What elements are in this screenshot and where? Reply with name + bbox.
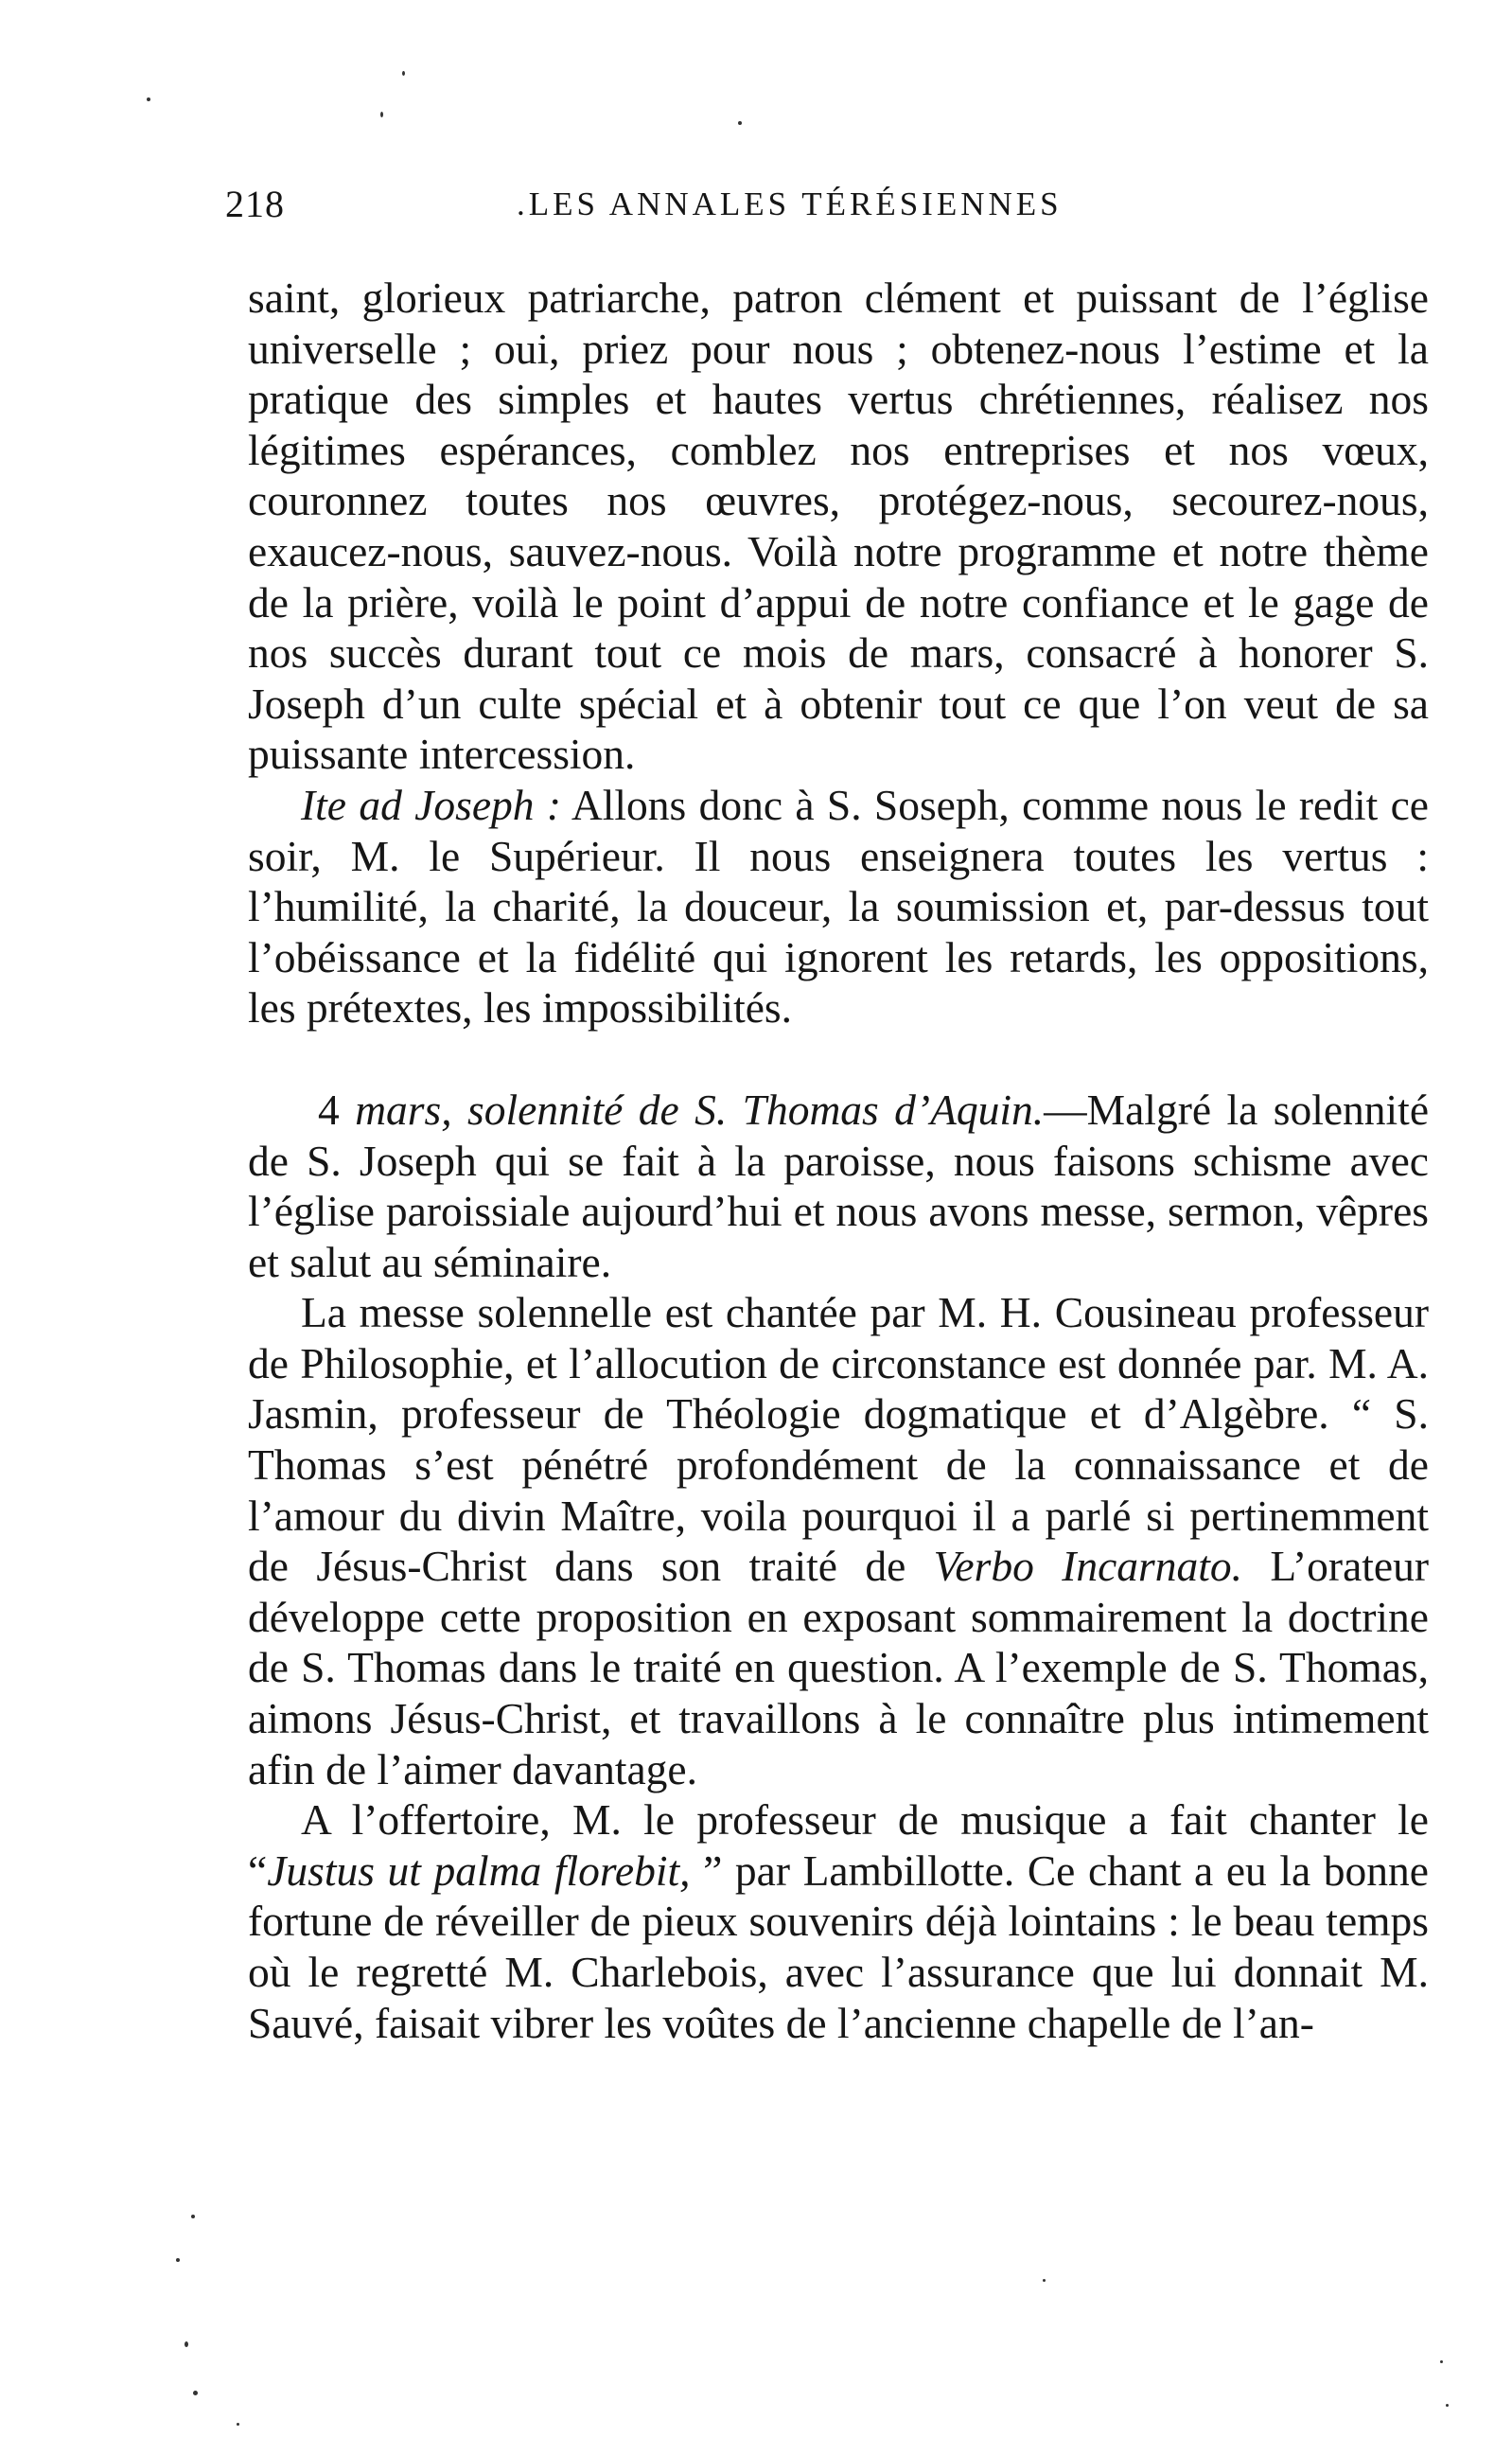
page-header [225,182,1398,238]
paragraph-text-continued: L’orateur développe cette proposition en exposant sommairement la doctrine de S. Thomas dans le traité en question. A l’exemple de S. Thomas, aimons Jésus-Christ, et travaillons à le connaître plus intimement afin de l’aimer davantage. [248,1542,1430,1793]
print-speck [147,97,150,101]
body-text [248,273,1429,2048]
print-speck [1043,2279,1046,2282]
paragraph-text: Allons donc à S. Soseph, comme nous le redit ce soir, M. le Supérieur. Il nous enseignera toutes les vertus : l’humilité, la charité, la douceur, la soumission et, par-dessus tout l’obéissance et la fidélité qui ignorent les retards, les oppositions, les prétextes, les impossibilités. [248,780,1429,1033]
print-speck [193,2391,198,2395]
entry-heading: mars, solennité de S. Thomas d’Aquin. [355,1085,1045,1134]
print-speck [176,2258,180,2262]
print-speck [1440,2360,1443,2363]
paragraph-saint-thomas-feast [248,1085,1429,1287]
print-speck [185,2341,188,2347]
print-speck [1446,2404,1449,2407]
date-number: 4 [318,1085,356,1134]
paragraph-ite-ad-joseph [248,780,1429,1033]
paragraph-text: saint, glorieux patriarche, patron clément et puissant de l’église universelle ; oui, priez pour nous ; obtenez-nous l’estime et la pratique des simples et hautes vertus chrétiennes, réalisez nos légitimes espérances, comblez nos entreprises et nos vœux, couronnez toutes nos œuvres, protégez-nous, secourez-nous, exaucez-nous, sauvez-nous. Voilà notre programme et notre thème de la prière, voilà le point d’appui de notre confiance et le gage de nos succès durant tout ce mois de mars, consacré à honorer S. Joseph d’un culte spécial et à obtenir tout ce que l’on veut de sa puissante intercession. [248,274,1429,779]
paragraph-text: A l’offertoire, M. le professeur de musique a fait chanter le “ [248,1795,1429,1895]
page-number: 218 [225,183,285,225]
latin-phrase: Ite ad Joseph : [301,780,562,829]
print-speck [237,2423,239,2426]
paragraph-offertory [248,1794,1429,2048]
print-speck [380,112,383,117]
running-title: .LES ANNALES TÉRÉSIENNES [517,185,1063,222]
paragraph-text: La messe solennelle est chantée par M. H. Cousineau professeur de Philosophie, et l’allocution de circonstance est donnée par. M. A. Jasmin, professeur de Théologie dogmatique et d’Algèbre. “ S. Thomas s’est pénétré profondément de la connaissance et de l’amour du divin Maître, voila pourquoi il a parlé si pertinemment de Jésus-Christ dans son traité de [248,1288,1429,1591]
print-speck [191,2215,195,2218]
hymn-title: Justus ut palma florebit, [267,1846,691,1895]
print-speck [738,121,742,125]
print-speck [402,71,405,76]
paragraph-mass-sermon [248,1287,1429,1794]
latin-title: Verbo Incarnato. [933,1542,1243,1591]
paragraph-prayer [248,273,1429,780]
paragraph-text-continued: ” par Lambillotte. Ce chant a eu la bonne fortune de réveiller de pieux souvenirs déjà lointains : le beau temps où le regretté M. Charlebois, avec l’assurance que lui donnait M. Sauvé, faisait vibrer les voûtes de l’ancienne chapelle de l’an- [248,1846,1429,2047]
paragraph-text: —Malgré la solennité de S. Joseph qui se fait à la paroisse, nous faisons schisme avec l’église paroissiale aujourd’hui et nous avons messe, sermon, vêpres et salut au séminaire. [248,1085,1430,1286]
